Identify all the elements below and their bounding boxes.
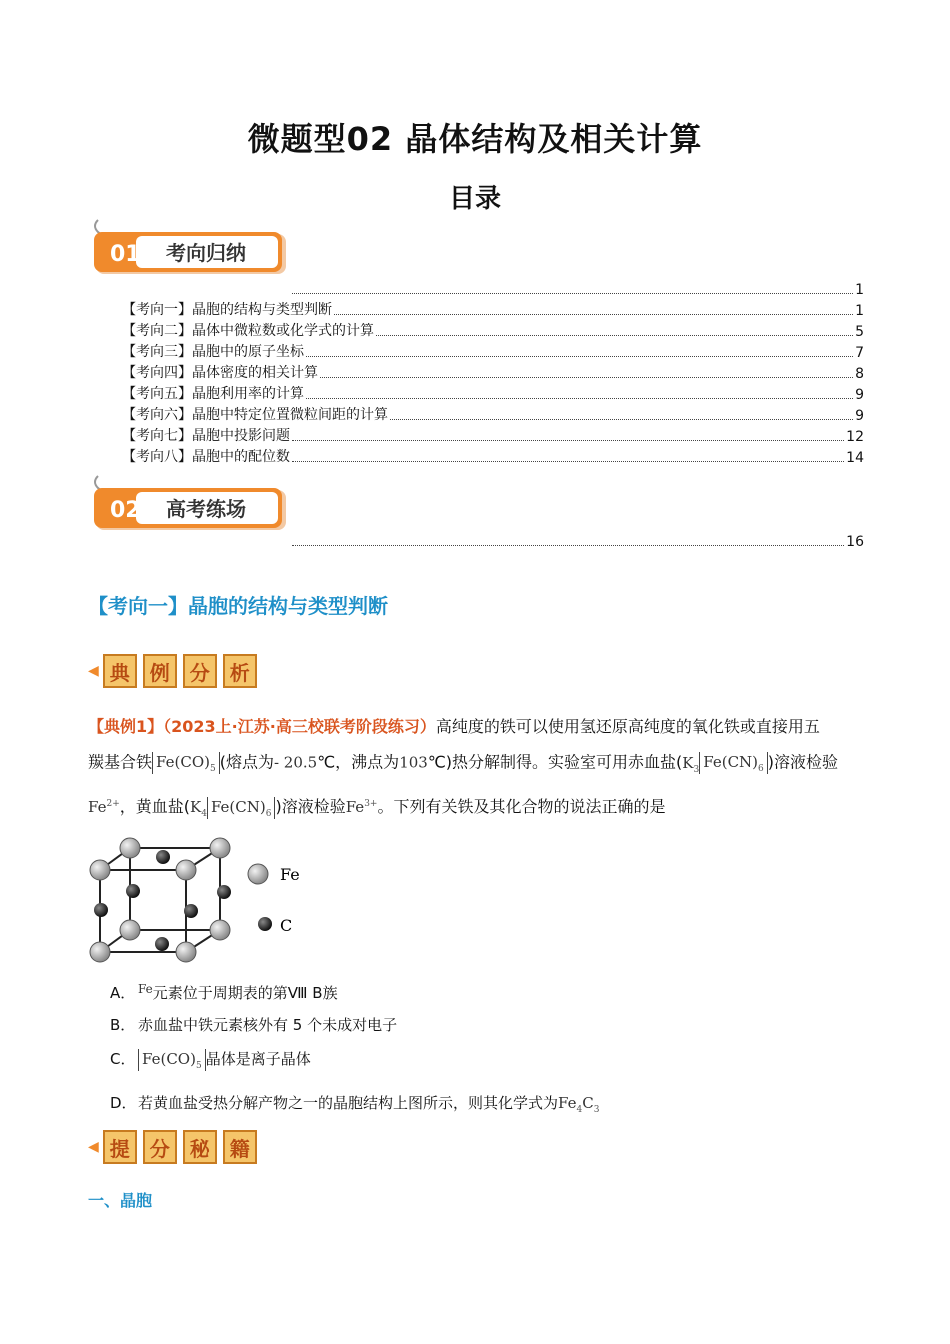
badge-02-graphic	[90, 470, 290, 534]
toc-row-5[interactable]: 【考向五】 晶胞利用率的计算 9	[122, 386, 864, 403]
formula-k3: $K_3$	[682, 753, 700, 775]
speaker-icon: ◀	[88, 1139, 99, 1155]
toc-row-head2[interactable]: 16	[290, 530, 864, 550]
option-d[interactable]: D．若黄血盐受热分解产物之一的晶胞结构上图所示，则其化学式为$Fe_4C_3$	[110, 1094, 600, 1115]
option-c[interactable]: C． $Fe(CO)_5$ 晶体是离子晶体	[110, 1049, 311, 1071]
section-badge-01	[90, 214, 290, 278]
toc-row-8[interactable]: 【考向八】 晶胞中的配位数 14	[122, 449, 864, 466]
toc-row-3[interactable]: 【考向三】 晶胞中的原子坐标 7	[122, 344, 864, 361]
crystal-cell-figure	[84, 830, 324, 979]
toc-row-4[interactable]: 【考向四】 晶体密度的相关计算 8	[122, 365, 864, 382]
legend-fe: Fe	[280, 865, 300, 884]
badge-number: 02	[110, 498, 141, 523]
formula-fe-cn6-b: $Fe(CN)_6$	[207, 797, 276, 819]
legend-c: C	[280, 916, 293, 935]
formula-fe4c3: $Fe_4C_3$	[558, 1094, 600, 1115]
option-a[interactable]: A． $^{Fe}$元素位于周期表的第Ⅷ B族	[110, 982, 338, 1002]
badge-label: 考向归纳	[166, 241, 246, 265]
toc-title: 目录	[448, 184, 501, 214]
formula-fe2plus: $Fe^{2+}$	[88, 798, 120, 816]
document-title: 微题型02 晶体结构及相关计算	[247, 120, 703, 158]
formula-fe-cn6: $Fe(CN)_6$	[699, 752, 768, 774]
speaker-icon: ◀	[88, 663, 99, 679]
toc-row-head1[interactable]: 1	[290, 278, 864, 298]
banner-example-analysis: ◀ 典 例 分 析	[88, 654, 263, 688]
option-b[interactable]: B． 赤血盐中铁元素核外有 5 个未成对电子	[110, 1016, 398, 1034]
crystal-cell-diagram	[84, 830, 324, 975]
toc-row-1[interactable]: 【考向一】 晶胞的结构与类型判断 1	[122, 302, 864, 319]
example-line-1: 【典例1】（2023上·江苏·高三校联考阶段练习）高纯度的铁可以使用氢还原高纯度的氧化铁或直接用五	[88, 717, 820, 736]
formula-fe-co5: $Fe(CO)_5$	[152, 752, 220, 774]
badge-number: 01	[110, 242, 141, 267]
formula-fe3plus: $Fe^{3+}$	[345, 798, 378, 816]
section-heading: 【考向一】晶胞的结构与类型判断	[88, 594, 388, 618]
banner-tips: ◀ 提 分 秘 籍	[88, 1130, 263, 1164]
section-badge-02	[90, 470, 290, 534]
formula-k4: $K_4$	[190, 798, 207, 819]
toc-row-2[interactable]: 【考向二】 晶体中微粒数或化学式的计算 5	[122, 323, 864, 340]
example-line-3: $Fe^{2+}$，黄血盐($K_4$ $Fe(CN)_6$ )溶液检验$Fe^{3+}$。下列有关铁及其化合物的说法正确的是	[88, 797, 666, 819]
sub-heading-unit-cell: 一、晶胞	[88, 1191, 153, 1210]
badge-01-graphic	[90, 214, 290, 278]
example-line-2: 羰基合铁 $Fe(CO)_5$ (熔点为- 20.5℃，沸点为103℃)热分解制得。实验室可用赤血盐($K_3$ $Fe(CN)_6$ )溶液检验	[88, 752, 839, 775]
toc-row-7[interactable]: 【考向七】 晶胞中投影问题 12	[122, 428, 864, 445]
badge-label: 高考练场	[166, 497, 246, 521]
formula-fe-co5-c: $Fe(CO)_5$	[138, 1049, 206, 1071]
toc-row-6[interactable]: 【考向六】 晶胞中特定位置微粒间距的计算 9	[122, 407, 864, 424]
